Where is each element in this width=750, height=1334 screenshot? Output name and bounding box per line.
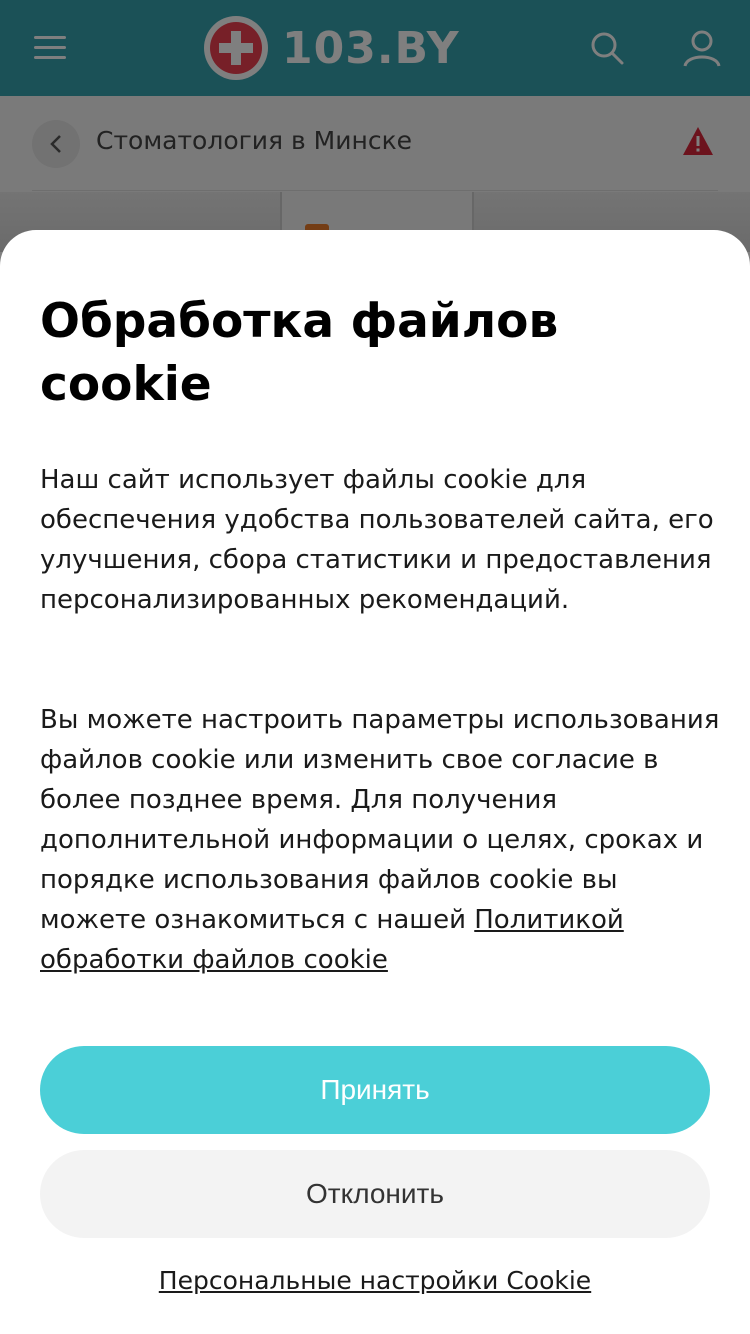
cookie-policy-link[interactable]: Политикой обработки файлов cookie <box>40 905 624 975</box>
cookie-settings-link[interactable]: Персональные настройки Cookie <box>158 1266 592 1295</box>
dialog-title: Обработка файлов cookie <box>40 294 559 412</box>
cookie-description: Наш сайт использует файлы cookie для обеспечения удобства пользователей сайта, его улучшения, сбора статистики и предоставления персонализированных рекомендаций. <box>40 465 714 615</box>
cookie-settings-info <box>40 700 720 980</box>
cookie-consent-dialog <box>0 230 750 1334</box>
cookie-settings-text: Вы можете настроить параметры использования файлов cookie или изменить свое согласие в более позднее время. Для получения дополнительной информации о целях, сроках и порядке использования файлов cookie вы можете ознакомиться с нашей <box>40 705 720 935</box>
reject-button[interactable]: Отклонить <box>40 1150 710 1238</box>
accept-button[interactable]: Принять <box>40 1046 710 1134</box>
